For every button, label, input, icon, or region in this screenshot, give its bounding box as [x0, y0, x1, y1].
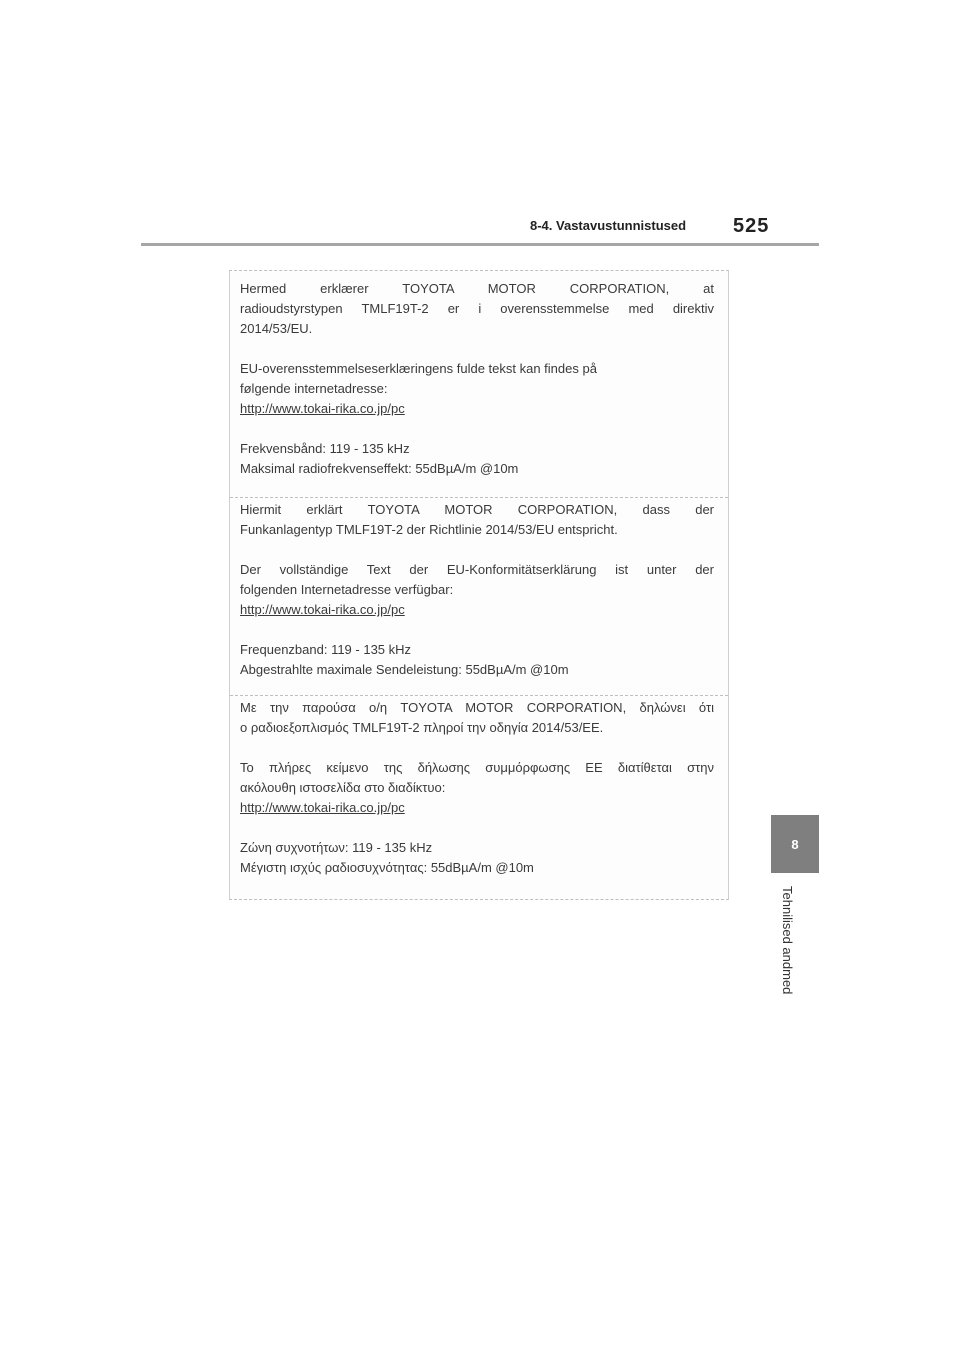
frequency-band: Ζώνη συχνοτήτων: 119 - 135 kHz	[240, 840, 433, 855]
chapter-tab[interactable]	[771, 815, 819, 873]
chapter-number: 8	[791, 836, 799, 852]
max-power: Abgestrahlte maximale Sendeleistung: 55dBµA/m @10m	[240, 662, 569, 677]
section-title: 8-4. Vastavustunnistused	[530, 218, 687, 233]
text-line: følgende internetadresse:	[240, 381, 388, 396]
text-line: EU-overensstemmelseserklæringens fulde tekst kan findes på	[240, 361, 597, 376]
conformity-declaration-panel	[229, 270, 729, 900]
statement-line: Hiermit erklärt TOYOTA MOTOR CORPORATION, dass der	[240, 502, 714, 517]
text-line: Der vollständige Text der EU-Konformitätserklärung ist unter der	[240, 562, 714, 577]
declaration-german	[230, 497, 728, 695]
statement-line: Funkanlagentyp TMLF19T-2 der Richtlinie 2014/53/EU entspricht.	[240, 522, 618, 537]
statement-line: Με την παρούσα ο/η TOYOTA MOTOR CORPORATION, δηλώνει ότι	[240, 700, 714, 715]
declaration-url-link[interactable]: http://www.tokai-rika.co.jp/pc	[240, 401, 405, 416]
text-line: ακόλουθη ιστοσελίδα στο διαδίκτυο:	[240, 780, 446, 795]
chapter-title: Tehnilised andmed	[780, 886, 795, 995]
statement-line: ο ραδιοεξοπλισμός TMLF19T-2 πληροί την οδηγία 2014/53/ΕΕ.	[240, 720, 604, 735]
declaration-danish	[230, 279, 728, 495]
max-power: Μέγιστη ισχύς ραδιοσυχνότητας: 55dBµA/m @10m	[240, 860, 534, 875]
frequency-band: Frekvensbånd: 119 - 135 kHz	[240, 441, 410, 456]
header-divider	[141, 243, 819, 246]
statement-line: Hermed erklærer TOYOTA MOTOR CORPORATION, at	[240, 281, 714, 296]
statement-line: radioudstyrstypen TMLF19T-2 er i overensstemmelse med direktiv	[240, 301, 714, 316]
max-power: Maksimal radiofrekvenseffekt: 55dBµA/m @10m	[240, 461, 519, 476]
statement-line: 2014/53/EU.	[240, 321, 313, 336]
frequency-band: Frequenzband: 119 - 135 kHz	[240, 642, 412, 657]
declaration-url-link[interactable]: http://www.tokai-rika.co.jp/pc	[240, 602, 405, 617]
declaration-url-link[interactable]: http://www.tokai-rika.co.jp/pc	[240, 800, 405, 815]
text-line: Το πλήρες κείμενο της δήλωσης συμμόρφωσης ΕΕ διατίθεται στην	[240, 760, 714, 775]
text-line: folgenden Internetadresse verfügbar:	[240, 582, 454, 597]
declaration-greek	[230, 695, 728, 899]
page-number: 525	[733, 215, 770, 237]
